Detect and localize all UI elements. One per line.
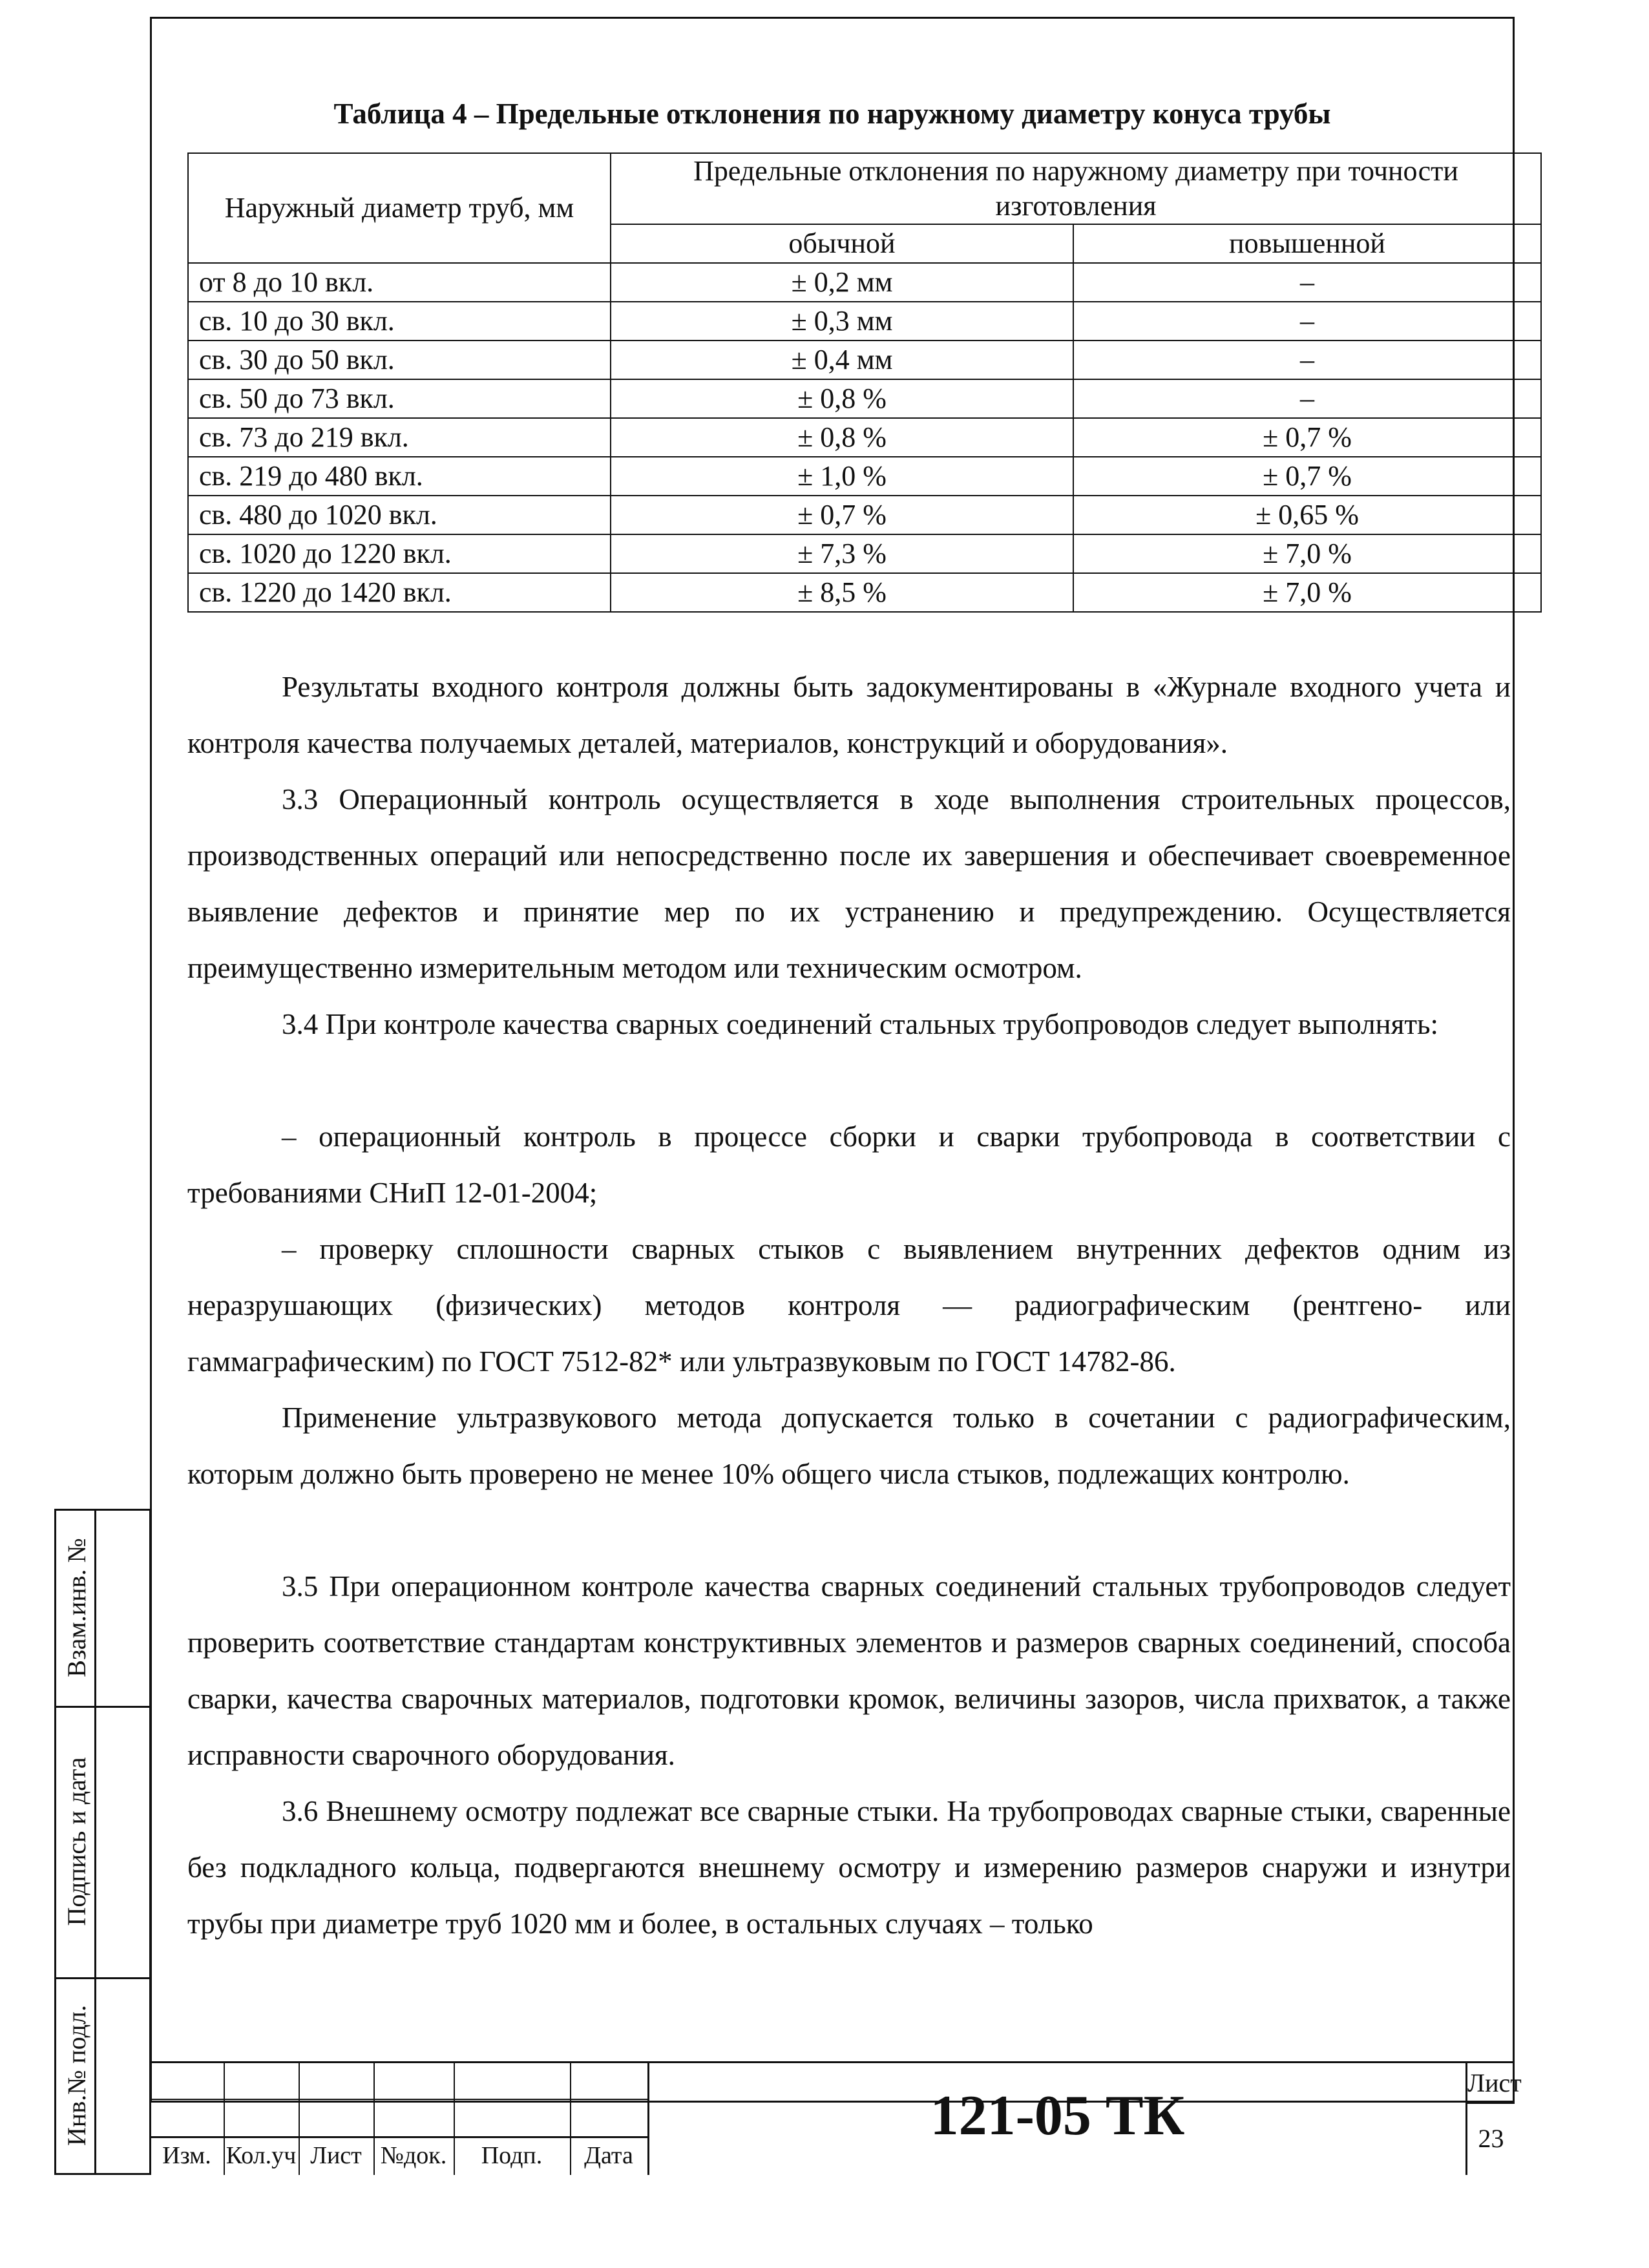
paragraph-3-4: 3.4 При контроле качества сварных соединений стальных трубопроводов следует выполнять: [282,1008,1439,1040]
stamp-col-signature: Подп. [481,2142,543,2169]
deviation-table [187,152,1542,613]
header-deviation-group: Предельные отклонения по наружному диаметру при точности изготовления [611,153,1541,224]
table-title: Таблица 4 – Предельные отклонения по наружному диаметру конуса трубы [333,98,1331,130]
cell-increased: ± 0,65 % [1073,496,1541,534]
cell-increased: ± 0,7 % [1073,418,1541,457]
cell-increased: ± 7,0 % [1073,534,1541,573]
cell-increased: ± 0,7 % [1073,457,1541,496]
cell-diameter: св. 30 до 50 вкл. [188,341,611,379]
cell-diameter: св. 1220 до 1420 вкл. [188,573,611,612]
paragraph-3-3: 3.3 Операционный контроль осуществляется в ходе выполнения строительных процессов, производственных операций или непосредственно после их завершения и обеспечивает своевременное выявление дефектов и принятие мер по их устранению и предупреждению. Осуществляется преимущественно измерительным методом или техническим осмотром. [187,783,1511,984]
stamp-col-date: Дата [584,2142,633,2169]
cell-normal: ± 0,3 мм [611,302,1073,341]
cell-diameter: св. 480 до 1020 вкл. [188,496,611,534]
cell-diameter: св. 10 до 30 вкл. [188,302,611,341]
cell-diameter: св. 50 до 73 вкл. [188,379,611,418]
cell-normal: ± 7,3 % [611,534,1073,573]
header-increased: повышенной [1073,224,1541,263]
table-row [188,496,1541,534]
sheet-label: Лист [1467,2068,1522,2097]
cell-normal: ± 0,8 % [611,379,1073,418]
table-row [188,457,1541,496]
cell-increased: – [1073,263,1541,302]
stamp-col-docnum: №док. [380,2142,447,2169]
document-code: 121-05 ТК [930,2084,1185,2147]
stamp-col-count: Кол.уч [226,2142,297,2169]
stamp-col-sheet: Лист [310,2142,362,2169]
stamp-col-change: Изм. [162,2142,211,2169]
header-outer-diameter: Наружный диаметр труб, мм [188,153,611,263]
table-row [188,379,1541,418]
header-normal: обычной [611,224,1073,263]
title-block-stamp [150,2061,1522,2175]
list-item-operational: – операционный контроль в процессе сборки и сварки трубопровода в соответствии с требованиями СНиП 12-01-2004; [187,1120,1511,1209]
cell-normal: ± 0,8 % [611,418,1073,457]
cell-normal: ± 0,4 мм [611,341,1073,379]
cell-normal: ± 0,7 % [611,496,1073,534]
paragraph-3-6: 3.6 Внешнему осмотру подлежат все сварные стыки. На трубопроводах сварные стыки, сваренные без подкладного кольца, подвергаются внешнему осмотру и измерению размеров снаружи и изнутри трубы при диаметре труб 1020 мм и более, в остальных случаях – только [187,1795,1511,1940]
paragraph-3-5: 3.5 При операционном контроле качества сварных соединений стальных трубопроводов следует проверить соответствие стандартам конструктивных элементов и размеров сварных соединений, способа сварки, качества сварочных материалов, подготовки кромок, величины зазоров, числа прихваток, а также исправности сварочного оборудования. [187,1570,1511,1771]
cell-increased: – [1073,379,1541,418]
paragraph-input-control: Результаты входного контроля должны быть задокументированы в «Журнале входного учета и контроля качества получаемых деталей, материалов, конструкций и оборудования». [187,671,1511,759]
side-label-inv-orig: Инв.№ подл. [62,2005,91,2146]
cell-increased: – [1073,302,1541,341]
cell-diameter: от 8 до 10 вкл. [188,263,611,302]
cell-normal: ± 8,5 % [611,573,1073,612]
table-row [188,534,1541,573]
sheet-number: 23 [1478,2124,1504,2153]
list-item-continuity: – проверку сплошности сварных стыков с выявлением внутренних дефектов одним из неразрушающих (физических) методов контроля — радиографическим (рентгено- или гаммаграфическим) по ГОСТ 7512-82* или ультразвуковым по ГОСТ 14782-86. [187,1233,1511,1378]
side-label-sign-date: Подпись и дата [62,1757,91,1926]
cell-diameter: св. 1020 до 1220 вкл. [188,534,611,573]
cell-increased: – [1073,341,1541,379]
table-row [188,341,1541,379]
table-row [188,418,1541,457]
cell-normal: ± 1,0 % [611,457,1073,496]
cell-normal: ± 0,2 мм [611,263,1073,302]
cell-diameter: св. 219 до 480 вкл. [188,457,611,496]
cell-diameter: св. 73 до 219 вкл. [188,418,611,457]
cell-increased: ± 7,0 % [1073,573,1541,612]
side-label-replace: Взам.инв. № [62,1538,91,1677]
table-row [188,263,1541,302]
table-row [188,573,1541,612]
paragraph-ultrasound: Применение ультразвукового метода допускается только в сочетании с радиографическим, которым должно быть проверено не менее 10% общего числа стыков, подлежащих контролю. [187,1402,1511,1490]
table-row [188,302,1541,341]
